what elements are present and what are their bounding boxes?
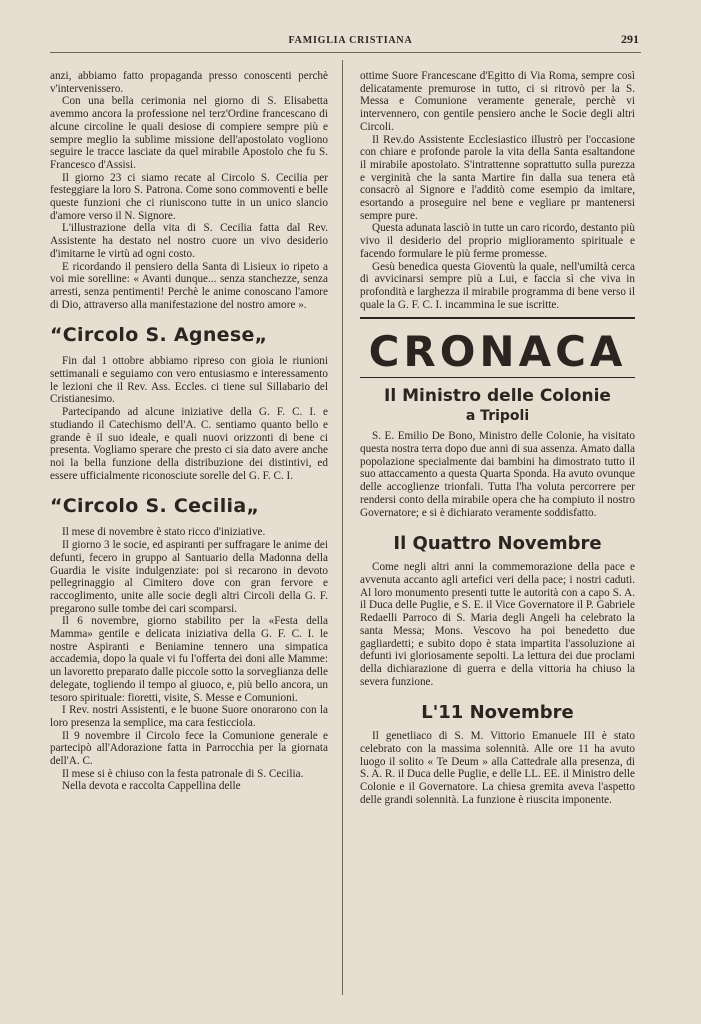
paragraph: Gesù benedica questa Gioventù la quale, nell'umiltà cerca di avvicinarsi sempre più a Lui, e faccia sì che viva in profondità e larghezza il mirabile programma di bene verso il quale la G. F. C. I. incammina le sue iscritte.	[360, 260, 635, 311]
section-title-cronaca: CRONACA	[368, 327, 627, 377]
left-column	[50, 70, 328, 1024]
paragraph: Con una bella cerimonia nel giorno di S. Elisabetta avemmo ancora la professione nel terz'Ordine francescano di alcune circoline le quali desiose di compiere sempre più e sempre meglio la sublime missione dell'apostolato vogliono seguire le tracce lasciate da quel mirabile Apostolo che fu S. Francesco d'Assisi.	[50, 95, 328, 171]
section-rule	[360, 377, 635, 378]
paragraph: Il genetliaco di S. M. Vittorio Emanuele III è stato celebrato con la massima solennità. Alle ore 11 ha avuto luogo il solito « Te Deum » alla Cattedrale alla presenza, di S. A. R. il Duca delle Puglie, e delle LL. EE. il Ministro delle Colonie e il Governatore. La chiesa gremita aveva l'aspetto delle grandi solennità. La funzione è riuscita imponente.	[360, 730, 635, 806]
publication-title: FAMIGLIA CRISTIANA	[288, 35, 413, 46]
paragraph: Il Rev.do Assistente Ecclesiastico illustrò per l'occasione con chiare e profonde parole la vita della Santa esaltandone il mirabile apostolato. S'intrattenne soprattutto sulla purezza e verginità che la santa Martire fin dalla sua tenera età consacrò al Signore e l'additò come esempio da imitare, esortando a proseguire nel bene e vegliare pr mantenersi sempre pure.	[360, 133, 635, 222]
article-title-undici-novembre: L'11 Novembre	[421, 702, 574, 724]
heading-circolo-cecilia: “Circolo S. Cecilia„	[50, 495, 260, 518]
article-title-ministro: Il Ministro delle Colonie	[384, 386, 611, 407]
paragraph: E ricordando il pensiero della Santa di Lisieux io ripeto a voi mie sorelline: « Avanti dunque... senza stanchezze, senza arresti, senza pentimenti! Perchè le anime conoscano l'amore di Dio, attraverso alla manifestazione del nostro amore ».	[50, 260, 328, 311]
paragraph: L'illustrazione della vita di S. Cecilia fatta dal Rev. Assistente ha destato nel nostro cuore un vivo desiderio d'imitarne le virtù ad ogni costo.	[50, 222, 328, 260]
right-column	[360, 70, 635, 1024]
column-divider	[342, 60, 343, 995]
paragraph: Il mese si è chiuso con la festa patronale di S. Cecilia.	[62, 767, 304, 780]
article-subtitle-ministro: a Tripoli	[465, 408, 530, 425]
paragraph: Il 6 novembre, giorno stabilito per la «Festa della Mamma» gentile e delicata iniziativa della G. F. C. I. le nostre Aspiranti e Beniamine tennero una simpatica accademia, dopo la quale vi fu l'offerta dei doni alle Mamme: un lavoretto preparato dalle piccole sotto la sorveglianza delle delegate, togliendo il tempo al giuoco, e, più bello ancora, un tesoro spirituale: fioretti, visite, S. Messe e Comunioni.	[50, 615, 328, 704]
paragraph: Il 9 novembre il Circolo fece la Comunione generale e partecipò all'Adorazione fatta in Parrocchia per la giornata dell'A. C.	[50, 729, 328, 768]
paragraph: Il giorno 23 ci siamo recate al Circolo S. Cecilia per festeggiare la loro S. Patrona. Come sono commoventi e belle queste funzioni che ci riuniscono tutte in un unico slancio d'amore verso il N. Signore.	[50, 171, 328, 222]
paragraph: Questa adunata lasciò in tutte un caro ricordo, destanto più vivo il desiderio del proprio miglioramento spirituale e facendo formulare le più ferme promesse.	[360, 222, 635, 260]
paragraph: anzi, abbiamo fatto propaganda presso conoscenti perchè v'intervenissero.	[50, 70, 328, 95]
heading-circolo-agnese: “Circolo S. Agnese„	[50, 324, 268, 347]
header-rule	[50, 52, 641, 53]
paragraph: Fin dal 1 ottobre abbiamo ripreso con gioia le riunioni settimanali e seguiamo con vero entusiasmo e interessamento le lezioni che il Rev. Ass. Eccles. ci tiene sul Sillabario del Cristianesimo.	[50, 355, 328, 406]
paragraph: ottime Suore Francescane d'Egitto di Via Roma, sempre così delicatamente premurose in tutto, ci si ritrovò per la S. Messa e Comunione veramente generale, perchè vi intervennero, con gentile pensiero anche le Socie degli altri Circoli.	[360, 70, 635, 133]
paragraph: Partecipando ad alcune iniziative della G. F. C. I. e studiando il Catechismo dell'A. C. sentiamo quanto bello e grande è il suo ideale, e quali nuovi orizzonti di bene ci presenta. Vogliamo sperare che presto ci sia dato avere anche noi la bella funzione della distribuzione dei distintivi, ed essere ufficialmente riconosciute sorelle del G. F. C. I.	[50, 406, 328, 482]
paragraph: S. E. Emilio De Bono, Ministro delle Colonie, ha visitato questa nostra terra dopo due anni di sua assenza. Amato dalla popolazione specialmente dai bambini ha dimostrato tutto il suo attaccamento a questa Quarta Sponda. Ha avuto ovunque delle accoglienze trionfali. Tutta l'ha voluta percorrere per rendersi conto della mirabile opera che ha compiuto il nostro Governatore; e si è dichiarato veramente soddisfatto.	[360, 430, 635, 519]
article-title-quattro-novembre: Il Quattro Novembre	[393, 533, 602, 555]
paragraph: Il giorno 3 le socie, ed aspiranti per suffragare le anime dei defunti, fecero in gruppo al Santuario della Madonna della Guardia le visite indulgenziate: poi si recarono in devoto pellegrinaggio al Cimitero dove con gran fervore e raccoglimento, unite alle socie degli altri Circoli della G. F. pregarono sulle tombe dei cari scomparsi.	[50, 539, 328, 615]
paragraph: Nella devota e raccolta Cappellina delle	[62, 780, 241, 793]
paragraph: Come negli altri anni la commemorazione della pace e avvenuta accanto agli artefici veri della pace; i nostri caduti. Al loro monumento presenti tutte le autorità con a capo S. A. il Duca delle Puglie, e S. E. il Vice Governatore il P. Gabriele Redaelli Parroco di S. Maria degli Angeli ha celebrato la santa Messa; Mons. Vescovo ha poi benedetto due gagliardetti; e subito dopo è stata impartita l'assoluzione ai defunti ivi gloriosamente sepolti. La lettura dei due proclami della dichiarazione di guerra e della vittoria ha chiuso la severa funzione.	[360, 561, 636, 688]
paragraph: I Rev. nostri Assistenti, e le buone Suore onorarono con la loro presenza la semplice, ma cara festicciola.	[50, 704, 328, 729]
section-rule	[360, 317, 635, 319]
page-number: 291	[621, 32, 639, 46]
page-header	[60, 32, 641, 52]
paragraph: Il mese di novembre è stato ricco d'iniziative.	[62, 526, 266, 539]
